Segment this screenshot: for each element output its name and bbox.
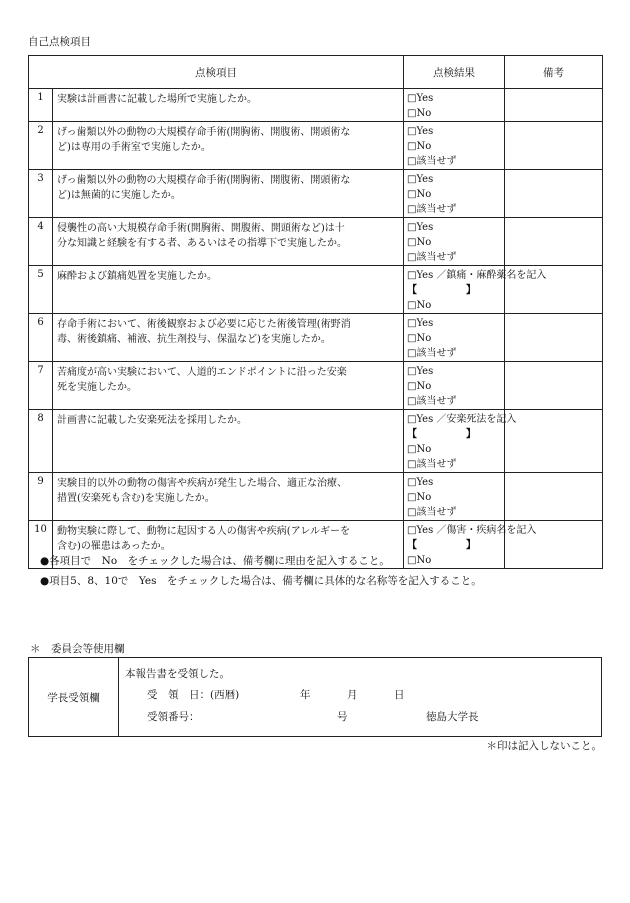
result-checkbox-option[interactable]: □Yes [407,93,434,104]
bracket-close: 】 [466,540,476,551]
header-result: 点検結果 [404,56,505,89]
result-checkbox-option[interactable]: □該当せず [407,459,457,470]
result-checkbox-option[interactable]: □No [407,108,432,119]
remarks-cell[interactable] [505,170,603,218]
result-cell [404,218,505,266]
result-cell [404,170,505,218]
result-checkbox-option[interactable]: □該当せず [407,507,457,518]
item-text-line: 侵襲性の高い大規模存命手術(開胸術、開腹術、開頭術など)は十 [57,223,345,234]
table-row [29,122,603,170]
item-text [53,170,404,218]
result-checkbox-option[interactable]: □該当せず [407,252,457,263]
bracket-open: 【 [407,540,417,551]
result-cell [404,362,505,410]
receipt-date-label: 受 領 日：(西暦) [147,689,240,701]
item-text [53,473,404,521]
item-number: 10 [29,521,53,569]
entry-bracket[interactable] [407,427,504,442]
result-checkbox-option[interactable]: □該当せず [407,204,457,215]
item-text-line: ど)は無菌的に実施したか。 [57,190,181,201]
result-cell [404,410,517,473]
item-text-line: 毒、術後鎮痛、補液、抗生剤投与、保温など)を実施したか。 [57,334,331,345]
instruction-notes [40,551,482,591]
result-checkbox-option[interactable]: □No [407,141,432,152]
remarks-cell[interactable] [505,362,603,410]
section-title: 自己点検項目 [28,36,91,48]
receipt-month: 月 [347,689,358,701]
result-checkbox-option[interactable]: □No [407,555,432,566]
item-text-line: げっ歯類以外の動物の大規模存命手術(開胸術、開腹術、開頭術な [57,175,351,186]
header-item: 点検項目 [29,56,404,89]
result-checkbox-option[interactable]: □該当せず [407,348,457,359]
table-row [29,473,603,521]
item-number: 6 [29,314,53,362]
item-text-line: 計画書に記載した安楽死法を採用したか。 [57,415,247,426]
result-cell [404,314,505,362]
committee-section-title: ＊ 委員会等使用欄 [30,643,125,655]
note-no: ●各項目で No をチェックした場合は、備考欄に理由を記入すること。 [40,555,390,567]
item-text-line: ど)は専用の手術室で実施したか。 [57,142,211,153]
table-header-row [29,56,603,89]
item-text [53,410,404,473]
item-text-line: 分な知識と経験を有する者、あるいはその指導下で実施したか。 [57,238,347,249]
result-checkbox-option[interactable]: □Yes ／安楽死法を記入 [407,414,517,425]
table-row [29,410,603,473]
item-text-line: 含む)の罹患はあったか。 [57,541,171,552]
remarks-cell[interactable] [505,410,603,473]
item-text-line: 動物実験に際して、動物に起因する人の傷害や疾病(アレルギーを [57,526,351,537]
result-checkbox-option[interactable]: □Yes [407,222,434,233]
remarks-cell[interactable] [505,122,603,170]
result-checkbox-option[interactable]: □No [407,444,432,455]
item-number: 8 [29,410,53,473]
result-checkbox-option[interactable]: □Yes [407,477,434,488]
receipt-label: 学長受領欄 [29,658,119,737]
item-text-line: げっ歯類以外の動物の大規模存命手術(開胸術、開腹術、開頭術な [57,127,351,138]
item-text [53,314,404,362]
item-number: 5 [29,266,53,314]
receipt-table [28,657,602,737]
receipt-year: 年 [300,689,311,701]
result-checkbox-option[interactable]: □Yes [407,174,434,185]
table-row [29,266,603,314]
receipt-day: 日 [394,689,405,701]
item-text [53,218,404,266]
item-text-line: 苦痛度が高い実験において、人道的エンドポイントに沿った安楽 [57,367,347,378]
result-cell [404,266,547,314]
result-cell [404,473,505,521]
bracket-close: 】 [466,285,476,296]
result-cell [404,122,505,170]
entry-bracket[interactable] [407,283,504,298]
remarks-cell[interactable] [505,218,603,266]
item-number: 1 [29,89,53,122]
item-text-line: 存命手術において、術後観察および必要に応じた術後管理(術野消 [57,319,351,330]
result-checkbox-option[interactable]: □No [407,333,432,344]
result-checkbox-option[interactable]: □該当せず [407,156,457,167]
footnote: ＊印は記入しないこと。 [486,740,602,752]
item-number: 9 [29,473,53,521]
item-text-line: 麻酔および鎮痛処置を実施したか。 [57,271,217,282]
remarks-cell[interactable] [505,314,603,362]
receipt-body [119,658,602,737]
result-checkbox-option[interactable]: □No [407,381,432,392]
bracket-close: 】 [466,429,476,440]
item-text-line: 実験目的以外の動物の傷害や疾病が発生した場合、適正な治療、 [57,478,347,489]
receipt-statement: 本報告書を受領した。 [125,668,230,680]
result-checkbox-option[interactable]: □Yes ／鎮痛・麻酔薬名を記入 [407,270,547,281]
item-number: 7 [29,362,53,410]
item-number: 2 [29,122,53,170]
result-checkbox-option[interactable]: □No [407,492,432,503]
result-checkbox-option[interactable]: □No [407,189,432,200]
bracket-open: 【 [407,285,417,296]
table-row [29,218,603,266]
header-remarks: 備考 [505,56,603,89]
table-row [29,170,603,218]
item-text [53,122,404,170]
item-text-line: 実験は計画書に記載した場所で実施したか。 [57,94,257,105]
result-checkbox-option[interactable]: □No [407,300,432,311]
checklist-table [28,55,603,569]
item-number: 3 [29,170,53,218]
table-row [29,362,603,410]
item-text [53,266,404,314]
table-row [29,314,603,362]
item-text [53,89,404,122]
receipt-number-suffix: 号 [337,711,348,723]
table-row [29,89,603,122]
receipt-signer: 徳島大学長 [426,711,479,723]
note-yes: ●項目5、8、10で Yes をチェックした場合は、備考欄に具体的な名称等を記入すること。 [40,575,482,587]
bracket-open: 【 [407,429,417,440]
item-number: 4 [29,218,53,266]
item-text-line: 死を実施したか。 [57,382,137,393]
remarks-cell[interactable] [505,89,603,122]
result-checkbox-option[interactable]: □該当せず [407,396,457,407]
result-checkbox-option[interactable]: □Yes [407,318,434,329]
receipt-number-label: 受領番号： [147,711,200,723]
item-text-line: 措置(安楽死も含む)を実施したか。 [57,493,215,504]
item-text [53,362,404,410]
remarks-cell[interactable] [505,473,603,521]
result-checkbox-option[interactable]: □Yes [407,366,434,377]
result-checkbox-option[interactable]: □No [407,237,432,248]
result-checkbox-option[interactable]: □Yes [407,126,434,137]
result-cell [404,89,505,122]
result-checkbox-option[interactable]: □Yes ／傷害・疾病名を記入 [407,525,537,536]
